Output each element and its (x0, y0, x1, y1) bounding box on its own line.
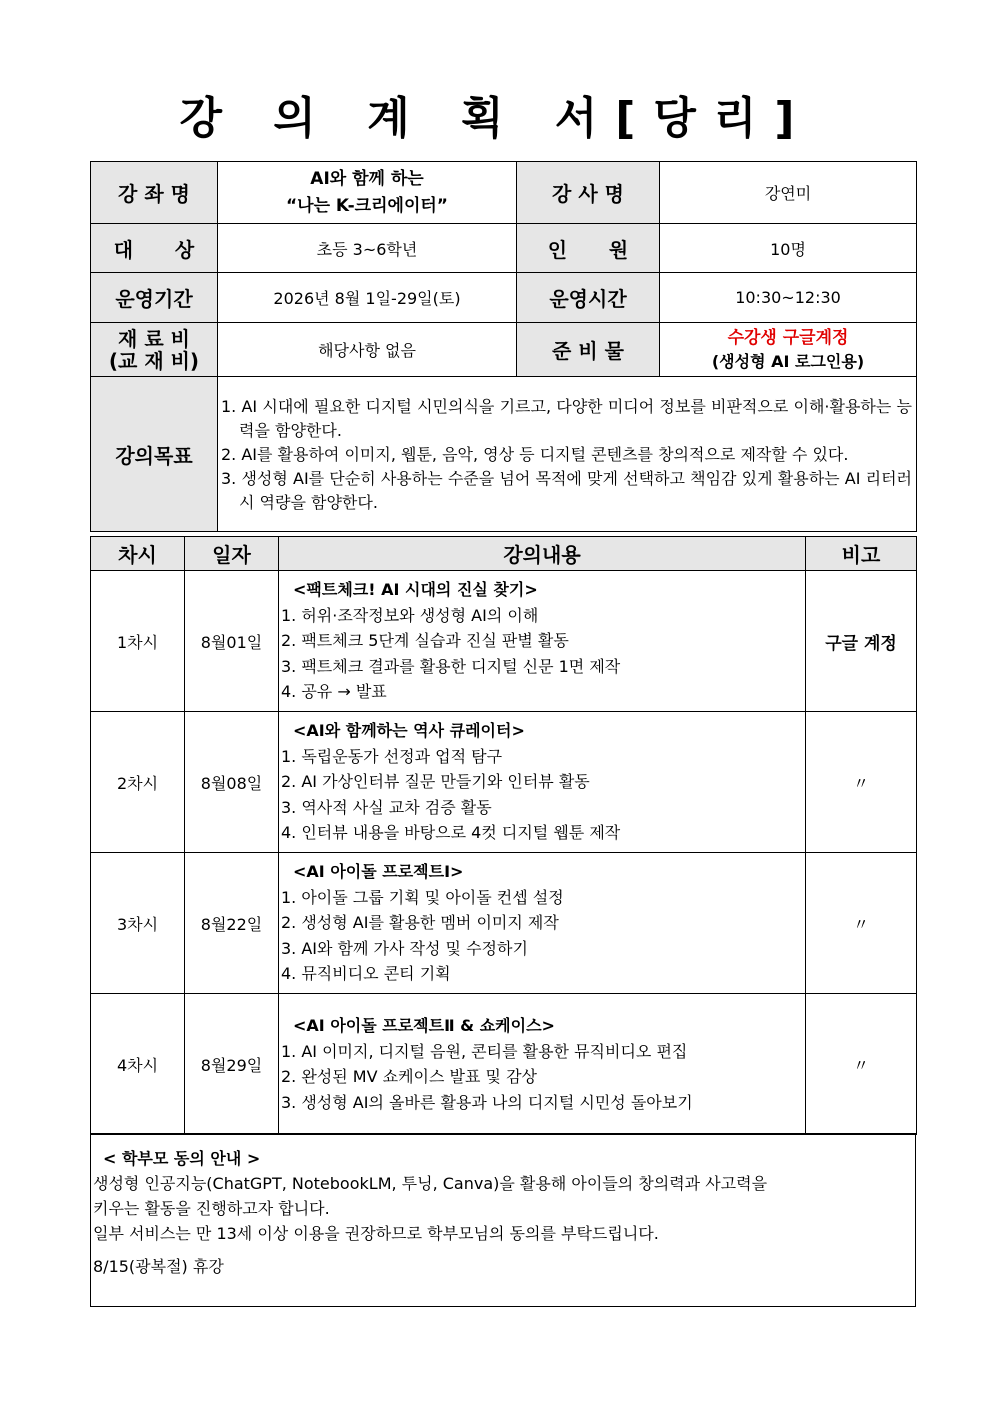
session-item: 1. AI 이미지, 디지털 음원, 콘티를 활용한 뮤직비디오 편집 (281, 1041, 688, 1061)
table-row (91, 712, 917, 853)
table-row (91, 853, 917, 994)
session-title: <AI 아이돌 프로젝트Ⅱ & 쇼케이스> (293, 1016, 555, 1035)
preparation-line1: 수강생 구글계정 (727, 327, 849, 348)
schedule-header-date: 일자 (185, 537, 279, 571)
session-title: <팩트체크! AI 시대의 진실 찾기> (293, 580, 538, 600)
session-note: 〃 (806, 853, 917, 994)
session-content (279, 712, 806, 853)
table-row (91, 571, 917, 712)
notice-line: 생성형 인공지능(ChatGPT, NotebookLM, 투닝, Canva)을 활용해 아이들의 창의력과 사고력을 (93, 1174, 768, 1193)
session-item: 2. AI 가상인터뷰 질문 만들기와 인터뷰 활동 (281, 772, 590, 792)
session-item: 3. 생성형 AI의 올바른 활용과 나의 디지털 시민성 돌아보기 (281, 1092, 693, 1112)
session-number: 1차시 (91, 571, 185, 712)
session-item: 3. 역사적 사실 교차 검증 활동 (281, 797, 492, 817)
schedule-header-note: 비고 (806, 537, 917, 571)
notice-body (91, 1134, 916, 1307)
table-row (91, 994, 917, 1135)
goal-item: 3. 생성형 AI를 단순히 사용하는 수준을 넘어 목적에 맞게 선택하고 책임감 있게 활용하는 AI 리터러시 역량을 함양한다. (221, 469, 912, 512)
instructor-name: 강연미 (660, 162, 917, 224)
course-info-table (90, 161, 917, 532)
notice-line: 일부 서비스는 만 13세 이상 이용을 권장하므로 학부모님의 동의를 부탁드립니다. (93, 1224, 659, 1243)
session-date: 8월22일 (185, 853, 279, 994)
session-item: 4. 인터뷰 내용을 바탕으로 4컷 디지털 웹툰 제작 (281, 823, 621, 843)
document-title: 강 의 계 획 서[당리] (179, 93, 813, 144)
session-item: 1. 아이돌 그룹 기획 및 아이돌 컨셉 설정 (281, 887, 564, 907)
session-item: 1. 독립운동가 선정과 업적 탐구 (281, 746, 503, 766)
session-item: 3. AI와 함께 가사 작성 및 수정하기 (281, 938, 528, 958)
session-number: 2차시 (91, 712, 185, 853)
session-item: 4. 공유 → 발표 (281, 682, 387, 702)
period-value: 2026년 8월 1일-29일(토) (218, 273, 517, 323)
time-label: 운영시간 (517, 273, 660, 323)
parent-consent-notice (90, 1133, 916, 1307)
session-item: 2. 생성형 AI를 활용한 멤버 이미지 제작 (281, 913, 559, 933)
material-fee-label (91, 323, 218, 377)
session-date: 8월01일 (185, 571, 279, 712)
preparation-label: 준 비 물 (517, 323, 660, 377)
session-item: 2. 팩트체크 5단계 실습과 진실 판별 활동 (281, 631, 569, 651)
session-date: 8월08일 (185, 712, 279, 853)
goals-list (218, 377, 917, 532)
session-note: 〃 (806, 994, 917, 1135)
schedule-header-session: 차시 (91, 537, 185, 571)
session-number: 4차시 (91, 994, 185, 1135)
goal-item: 1. AI 시대에 필요한 디지털 시민의식을 기르고, 다양한 미디어 정보를 비판적으로 이해·활용하는 능력을 함양한다. (221, 397, 912, 440)
course-name-label: 강 좌 명 (91, 162, 218, 224)
session-note: 구글 계정 (806, 571, 917, 712)
session-item: 3. 팩트체크 결과를 활용한 디지털 신문 1면 제작 (281, 656, 621, 676)
time-value: 10:30~12:30 (660, 273, 917, 323)
session-item: 2. 완성된 MV 쇼케이스 발표 및 감상 (281, 1067, 538, 1086)
material-fee-value: 해당사항 없음 (218, 323, 517, 377)
capacity-label: 인 원 (517, 224, 660, 273)
course-name-line2: “나는 K-크리에이터” (286, 195, 448, 216)
session-item: 1. 허위·조작정보와 생성형 AI의 이해 (281, 605, 539, 625)
goal-item: 2. AI를 활용하여 이미지, 웹툰, 음악, 영상 등 디지털 콘텐츠를 창의적으로 제작할 수 있다. (221, 445, 849, 464)
course-name-line1: AI와 함께 하는 (310, 168, 424, 189)
notice-title: < 학부모 동의 안내 > (103, 1149, 261, 1168)
session-number: 3차시 (91, 853, 185, 994)
preparation-value (660, 323, 917, 377)
preparation-line2: (생성형 AI 로그인용) (711, 351, 865, 371)
session-item: 4. 뮤직비디오 콘티 기획 (281, 964, 451, 984)
goals-label: 강의목표 (91, 377, 218, 532)
session-content (279, 571, 806, 712)
schedule-table (90, 536, 917, 1135)
course-name (218, 162, 517, 224)
holiday-note: 8/15(광복절) 휴강 (93, 1257, 224, 1276)
session-title: <AI 아이돌 프로젝트Ⅰ> (293, 862, 464, 882)
session-content (279, 994, 806, 1135)
target-label: 대 상 (91, 224, 218, 273)
session-title: <AI와 함께하는 역사 큐레이터> (293, 721, 525, 741)
schedule-header-content: 강의내용 (279, 537, 806, 571)
session-note: 〃 (806, 712, 917, 853)
material-fee-label-line2: (교 재 비) (108, 348, 200, 373)
period-label: 운영기간 (91, 273, 218, 323)
target-value: 초등 3~6학년 (218, 224, 517, 273)
session-content (279, 853, 806, 994)
capacity-value: 10명 (660, 224, 917, 273)
material-fee-label-line1: 재 료 비 (118, 326, 190, 351)
session-date: 8월29일 (185, 994, 279, 1135)
notice-line: 키우는 활동을 진행하고자 합니다. (93, 1199, 330, 1218)
instructor-label: 강 사 명 (517, 162, 660, 224)
